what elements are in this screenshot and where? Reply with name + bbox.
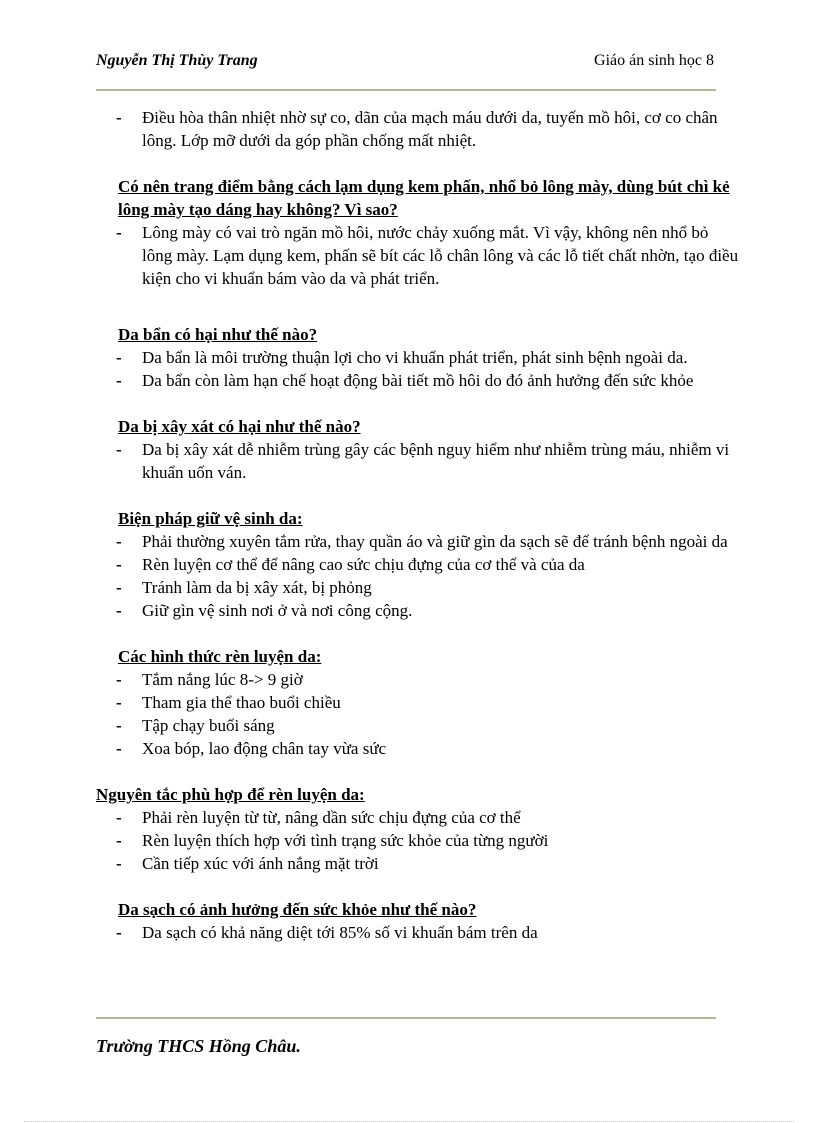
list-item-text: Da bị xây xát dễ nhiễm trùng gây các bệnh nguy hiểm như nhiễm trùng máu, nhiễm vi khuẩn uốn ván. — [142, 440, 730, 482]
list-item-text: Phải thường xuyên tắm rửa, thay quần áo và giữ gìn da sạch sẽ để tránh bệnh ngoài da — [142, 532, 728, 551]
list-item-text: Da bẩn còn làm hạn chế hoạt động bài tiết mồ hôi do đó ảnh hưởng đến sức khỏe — [142, 371, 694, 390]
bullet-dash: - — [116, 716, 122, 735]
list-item — [96, 829, 740, 852]
bullet-dash: - — [116, 808, 122, 827]
bullet-dash: - — [116, 693, 122, 712]
list-item — [96, 714, 740, 737]
section-heading: Da sạch có ảnh hưởng đến sức khỏe như thế nào? — [118, 900, 477, 919]
list-item — [96, 106, 740, 152]
list-item — [96, 921, 740, 944]
list-item — [96, 369, 740, 392]
bullet-dash: - — [116, 371, 122, 390]
footer-divider — [96, 1017, 716, 1019]
bullet-dash: - — [116, 831, 122, 850]
bullet-dash: - — [116, 601, 122, 620]
list-item — [96, 221, 740, 290]
bullet-dash: - — [116, 854, 122, 873]
list-item — [96, 553, 740, 576]
list-item — [96, 346, 740, 369]
list-item — [96, 438, 740, 484]
bullet-dash: - — [116, 670, 122, 689]
list-item-text: Tham gia thể thao buổi chiều — [142, 693, 341, 712]
section-heading: Da bị xây xát có hại như thế nào? — [118, 417, 361, 436]
list-item-text: Phải rèn luyện từ từ, nâng dần sức chịu đựng của cơ thể — [142, 808, 521, 827]
bullet-dash: - — [116, 923, 122, 942]
bullet-dash: - — [116, 555, 122, 574]
page-header — [96, 52, 714, 76]
list-item-text: Xoa bóp, lao động chân tay vừa sức — [142, 739, 387, 758]
document-body — [96, 106, 740, 944]
list-item-text: Điều hòa thân nhiệt nhờ sự co, dãn của mạch máu dưới da, tuyến mồ hôi, cơ co chân lông. Lớp mỡ dưới da góp phần chống mất nhiệt. — [142, 108, 718, 150]
bullet-dash: - — [116, 440, 122, 459]
bullet-dash: - — [116, 532, 122, 551]
section-heading: Nguyên tắc phù hợp để rèn luyện da: — [96, 785, 365, 804]
section-heading: Các hình thức rèn luyện da: — [118, 647, 322, 666]
header-divider — [96, 89, 716, 91]
subject-title: Giáo án sinh học 8 — [594, 52, 714, 69]
list-item-text: Lông mày có vai trò ngăn mồ hôi, nước chảy xuống mắt. Vì vậy, không nên nhổ bỏ lông mày. Lạm dụng kem, phấn sẽ bít các lỗ chân lông và các lỗ tiết chất nhờn, tạo điều kiện cho vi khuẩn bám vào da và phát triển. — [142, 223, 739, 288]
section-heading: Da bẩn có hại như thế nào? — [118, 325, 318, 344]
school-name: Trường THCS Hồng Châu. — [96, 1036, 301, 1056]
section-heading: Biện pháp giữ vệ sinh da: — [118, 509, 303, 528]
list-item — [96, 530, 740, 553]
list-item — [96, 668, 740, 691]
list-item-text: Tập chạy buổi sáng — [142, 716, 275, 735]
bullet-dash: - — [116, 739, 122, 758]
page-edge-dots — [24, 1121, 794, 1122]
list-item — [96, 737, 740, 760]
list-item-text: Rèn luyện cơ thể để nâng cao sức chịu đựng của cơ thể và của da — [142, 555, 585, 574]
list-item — [96, 599, 740, 622]
bullet-dash: - — [116, 348, 122, 367]
list-item-text: Cần tiếp xúc với ánh nắng mặt trời — [142, 854, 379, 873]
author-name: Nguyễn Thị Thùy Trang — [96, 52, 258, 69]
list-item — [96, 852, 740, 875]
bullet-dash: - — [116, 578, 122, 597]
list-item — [96, 691, 740, 714]
list-item — [96, 576, 740, 599]
list-item-text: Da bẩn là môi trường thuận lợi cho vi khuẩn phát triển, phát sinh bệnh ngoài da. — [142, 348, 688, 367]
bullet-dash: - — [116, 223, 122, 242]
list-item-text: Giữ gìn vệ sinh nơi ở và nơi công cộng. — [142, 601, 413, 620]
bullet-dash: - — [116, 108, 122, 127]
list-item — [96, 806, 740, 829]
list-item-text: Da sạch có khả năng diệt tới 85% số vi khuẩn bám trên da — [142, 923, 538, 942]
list-item-text: Rèn luyện thích hợp với tình trạng sức khỏe của từng người — [142, 831, 549, 850]
section-heading: Có nên trang điểm bằng cách lạm dụng kem phấn, nhổ bỏ lông mày, dùng bút chì kẻ lông mày tạo dáng hay không? Vì sao? — [118, 177, 730, 219]
list-item-text: Tắm nắng lúc 8-> 9 giờ — [142, 670, 303, 689]
list-item-text: Tránh làm da bị xây xát, bị phỏng — [142, 578, 372, 597]
